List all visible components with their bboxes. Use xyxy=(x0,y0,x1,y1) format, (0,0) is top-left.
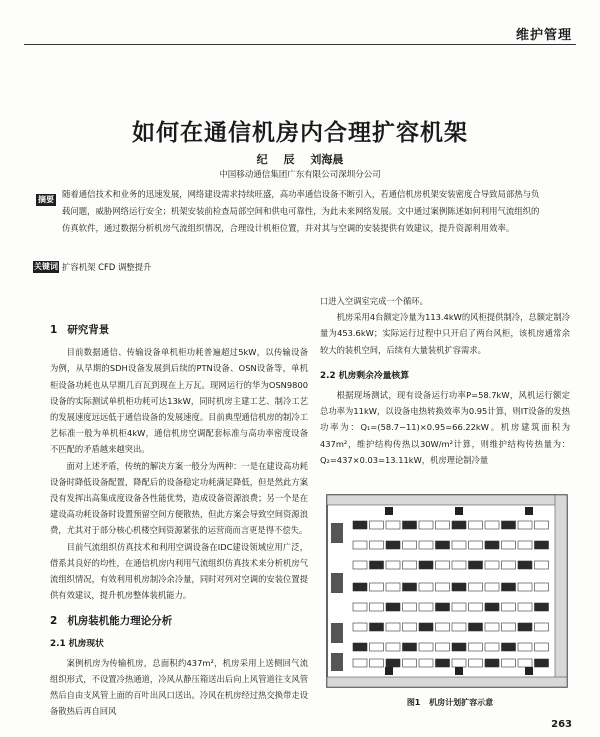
rack xyxy=(370,603,384,611)
paragraph: 根据现场测试，现有设备运行功率P=58.7kW，风机运行额定总功率为11kW，以设备电热转换效率为0.95计算，则IT设备的发热功率为：Q₁=(58.7−11)×0.95=66.22kW。机房建筑面积为437m²，维护结构传热以30W/m²计算，则维护结构传热量为：Q₂=437×0.03=13.11kW，机房理论制冷量 xyxy=(320,390,570,465)
rack xyxy=(419,521,433,529)
article-title: 如何在通信机房内合理扩容机架 xyxy=(132,120,468,146)
rack xyxy=(452,583,466,591)
rack xyxy=(518,541,532,549)
rack xyxy=(353,623,367,631)
rack xyxy=(502,643,516,651)
rack xyxy=(353,561,367,569)
ac-unit xyxy=(331,653,343,671)
header-rule xyxy=(24,44,576,45)
rack xyxy=(403,623,417,631)
rack xyxy=(353,603,367,611)
rack xyxy=(353,659,367,667)
rack xyxy=(469,541,483,549)
rack xyxy=(485,623,499,631)
paragraph: 目前气流组织仿真技术和利用空调设备在IDC建设领域应用广泛，借系其良好的均性，在通信机房内利用气流组织仿真技术来分析机房气流组织情况，有效利用机房制冷余冷量，同时对列对空调的安装位置提供有效建议，提升机房整体装机能力。 xyxy=(50,541,308,601)
rack xyxy=(502,659,516,667)
page-number: 263 xyxy=(551,719,572,730)
rack xyxy=(518,603,532,611)
paragraph: 口进入空调室完成一个循环。 xyxy=(320,296,428,306)
paragraph: 案例机房为传输机房，总面积约437m²，机房采用上送侧回气流组织形式，不设置冷热通道，冷风从静压箱送出后向上风管道往支风管然后自由支风管上面的百叶出风口送出。冷风在机房经过热交换带走设备散热后再自回风 xyxy=(50,657,308,717)
paragraph: 机房采用4台额定冷量为113.4kW的风柜提供制冷，总额定制冷量为453.6kW；实际运行过程中只开启了两台风柜，该机房通常余较大的装机空间，后续有大量装机扩容需求。 xyxy=(320,312,570,355)
rack xyxy=(485,521,499,529)
rack xyxy=(386,583,400,591)
rack xyxy=(436,603,450,611)
rack xyxy=(502,623,516,631)
bottom-wall xyxy=(327,677,567,687)
rack xyxy=(452,541,466,549)
rack xyxy=(518,623,532,631)
rack xyxy=(518,659,532,667)
pillar xyxy=(455,667,463,675)
rack xyxy=(535,603,549,611)
rack xyxy=(370,623,384,631)
rack xyxy=(535,643,549,651)
rack xyxy=(452,659,466,667)
rack xyxy=(535,521,549,529)
rack xyxy=(485,643,499,651)
ac-unit xyxy=(331,523,343,543)
rack xyxy=(419,541,433,549)
rack xyxy=(469,583,483,591)
rack xyxy=(386,561,400,569)
rack xyxy=(419,603,433,611)
rack xyxy=(469,623,483,631)
rack xyxy=(469,561,483,569)
rack xyxy=(535,561,549,569)
pillar xyxy=(525,507,533,515)
rack xyxy=(370,561,384,569)
rack xyxy=(403,659,417,667)
rack xyxy=(403,643,417,651)
rack xyxy=(419,561,433,569)
rack xyxy=(485,541,499,549)
rack xyxy=(469,521,483,529)
rack xyxy=(452,521,466,529)
top-wall xyxy=(327,495,567,505)
rack xyxy=(436,583,450,591)
rack xyxy=(502,561,516,569)
pillar xyxy=(385,507,393,515)
rack xyxy=(370,521,384,529)
rack xyxy=(419,659,433,667)
rack xyxy=(469,603,483,611)
rack xyxy=(485,583,499,591)
authors: 纪 辰 刘海晨 xyxy=(256,153,344,166)
right-wall xyxy=(555,495,567,687)
paragraph: 目前数据通信、传输设备单机柜功耗普遍超过5kW，以传输设备为例，从早期的SDH设备发展到后续的PTN设备、OSN设备等，单机柜设备功耗也从早期几百瓦到现在上万瓦。现网运行的华为OSN9800设备的实际测试单机柜功耗可达13kW，同时机房主建工艺、制冷工艺的发展速度远远低于通信设备的发展速度。目前典型通信机房的制冷工艺标准一般为单机柜4kW，通信机房空调配套标准与高功率密度设备不匹配的矛盾越来越突出。 xyxy=(50,347,308,455)
rack xyxy=(452,603,466,611)
section-2-heading: 2 机房装机能力理论分析 xyxy=(50,615,173,628)
rack xyxy=(436,659,450,667)
rack xyxy=(535,623,549,631)
rack xyxy=(386,659,400,667)
rack xyxy=(535,583,549,591)
pillar xyxy=(385,667,393,675)
rack xyxy=(485,603,499,611)
rack xyxy=(502,521,516,529)
rack xyxy=(386,541,400,549)
affiliation: 中国移动通信集团广东有限公司深圳分公司 xyxy=(219,170,381,180)
rack xyxy=(436,643,450,651)
rack xyxy=(403,541,417,549)
rack xyxy=(535,659,549,667)
rack xyxy=(518,561,532,569)
rack xyxy=(419,583,433,591)
rack xyxy=(353,541,367,549)
rack xyxy=(436,541,450,549)
rack xyxy=(469,643,483,651)
rack xyxy=(518,643,532,651)
pillar xyxy=(455,507,463,515)
subsection-2-1-heading: 2.1 机房现状 xyxy=(50,638,104,649)
left-column xyxy=(50,316,308,720)
rack xyxy=(419,623,433,631)
rack xyxy=(502,583,516,591)
rack xyxy=(502,603,516,611)
rack xyxy=(485,659,499,667)
rack xyxy=(469,659,483,667)
rack xyxy=(353,521,367,529)
rack xyxy=(386,521,400,529)
rack xyxy=(419,643,433,651)
rack xyxy=(436,521,450,529)
ac-unit xyxy=(331,623,343,643)
pillar xyxy=(525,667,533,675)
rack xyxy=(518,583,532,591)
floor-plan-figure xyxy=(325,493,573,691)
rack xyxy=(502,541,516,549)
rack xyxy=(403,603,417,611)
ac-unit xyxy=(331,573,343,593)
rack xyxy=(436,561,450,569)
rack xyxy=(370,643,384,651)
rack xyxy=(452,561,466,569)
rack xyxy=(403,561,417,569)
section-1-heading: 1 研究背景 xyxy=(50,324,110,336)
rack xyxy=(452,643,466,651)
abstract-label: 摘要 xyxy=(38,195,54,204)
right-column xyxy=(320,293,570,468)
rack xyxy=(485,561,499,569)
rack xyxy=(386,603,400,611)
rack xyxy=(386,623,400,631)
subsection-2-2-heading: 2.2 机房剩余冷量核算 xyxy=(320,370,410,381)
rack xyxy=(518,521,532,529)
rack xyxy=(353,583,367,591)
rack xyxy=(370,659,384,667)
keywords-label: 关键词 xyxy=(34,262,58,271)
rack xyxy=(403,521,417,529)
rack xyxy=(386,643,400,651)
rack xyxy=(535,541,549,549)
figure-caption: 图1 机房计划扩容示意 xyxy=(406,698,494,707)
paragraph: 面对上述矛盾，传统的解决方案一般分为两种：一是在建设高功耗设备时降低设备配置，降配后的设备稳定功耗满足降低，但是然此方案没有发挥出高集成度设备各性能优势，造成设备资源浪费；另一个是在建设高功耗设备时设置预留空间方便散热，但此方案会导致空间资源浪费，尤其对于部分核心机楼空间资源紧张的运营商而言更是得不偿失。 xyxy=(50,460,308,536)
rack xyxy=(403,583,417,591)
section-tag: 维护管理 xyxy=(515,28,572,43)
abstract-text: 随着通信技术和业务的迅速发展，网络建设需求持续旺盛，高功率通信设备不断引入，若通信机房机架安装密度合导致局部热与负载问题，威胁网络运行安全；机架安装前检查局部空间和供电可靠性，为此未来网络发展。文中通过案例陈述如何利用气流组织的仿真软件，通过数据分析机房气流组织情况，合理设计机柜位置，并对其与空调的安装提供有效建议，提升资源利用效率。 xyxy=(62,189,540,233)
rack xyxy=(452,623,466,631)
rack xyxy=(370,541,384,549)
rack xyxy=(353,643,367,651)
rack xyxy=(436,623,450,631)
rack xyxy=(370,583,384,591)
keywords-text: 扩容机架 CFD 调整提升 xyxy=(62,262,152,272)
